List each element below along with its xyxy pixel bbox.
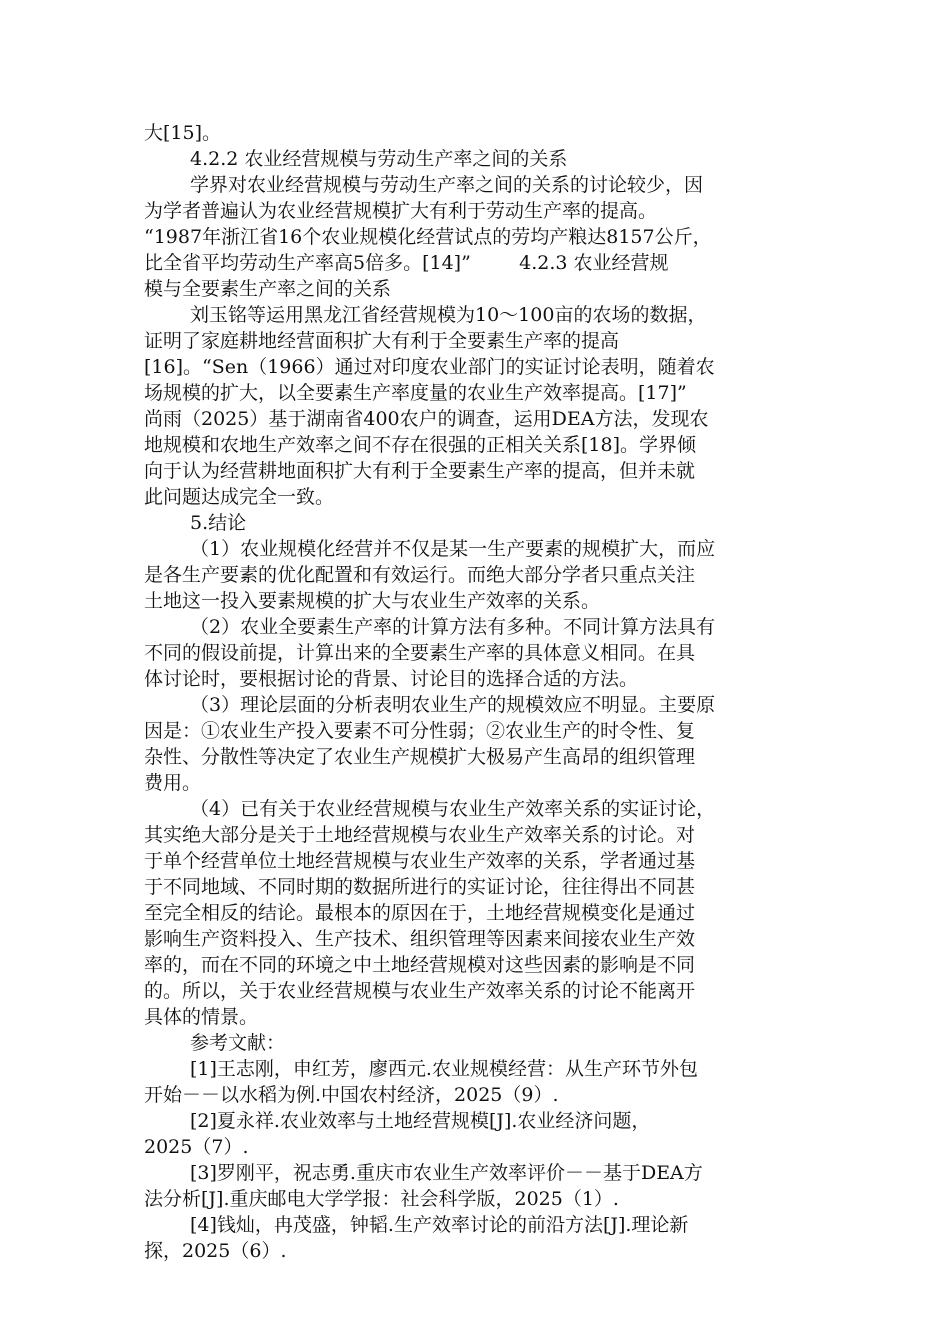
text-line: 比全省平均劳动生产率高5倍多。[14]” 4.2.3 农业经营规 bbox=[144, 252, 669, 274]
text-line: 是各生产要素的优化配置和有效运行。而绝大部分学者只重点关注 bbox=[144, 564, 696, 586]
text-line: 为学者普遍认为农业经营规模扩大有利于劳动生产率的提高。 bbox=[144, 200, 658, 222]
text-line: [2]夏永祥.农业效率与土地经营规模[J].农业经济问题， bbox=[190, 1110, 651, 1132]
text-line: 因是：①农业生产投入要素不可分性弱；②农业生产的时令性、复 bbox=[144, 720, 696, 742]
text-line: [4]钱灿，冉茂盛，钟韬.生产效率讨论的前沿方法[J].理论新 bbox=[190, 1214, 689, 1236]
text-line: （2）农业全要素生产率的计算方法有多种。不同计算方法具有 bbox=[190, 616, 716, 638]
text-line: 大[15]。 bbox=[144, 122, 222, 144]
text-line: 探，2025（6）. bbox=[144, 1240, 287, 1262]
text-line: （1）农业规模化经营并不仅是某一生产要素的规模扩大，而应 bbox=[190, 538, 716, 560]
text-line: 场规模的扩大，以全要素生产率度量的农业生产效率提高。[17]” bbox=[144, 382, 687, 404]
text-line: （3）理论层面的分析表明农业生产的规模效应不明显。主要原 bbox=[190, 694, 716, 716]
text-line: 此问题达成完全一致。 bbox=[144, 486, 335, 508]
text-line: 证明了家庭耕地经营面积扩大有利于全要素生产率的提高 bbox=[144, 330, 620, 352]
text-line: 地规模和农地生产效率之间不存在很强的正相关关系[18]。学界倾 bbox=[144, 434, 697, 456]
text-line: 于单个经营单位土地经营规模与农业生产效率的关系，学者通过基 bbox=[144, 850, 696, 872]
text-line: 至完全相反的结论。最根本的原因在于，土地经营规模变化是通过 bbox=[144, 902, 696, 924]
text-line: 4.2.2 农业经营规模与劳动生产率之间的关系 bbox=[190, 148, 568, 170]
text-line: 5.结论 bbox=[190, 512, 247, 534]
text-line: [3]罗刚平，祝志勇.重庆市农业生产效率评价－－基于DEA方 bbox=[190, 1162, 703, 1184]
text-line: [1]王志刚，申红芳，廖西元.农业规模经营：从生产环节外包 bbox=[190, 1058, 698, 1080]
text-line: 学界对农业经营规模与劳动生产率之间的关系的讨论较少，因 bbox=[190, 174, 704, 196]
text-line: 2025（7）. bbox=[144, 1136, 249, 1158]
text-line: 向于认为经营耕地面积扩大有利于全要素生产率的提高，但并未就 bbox=[144, 460, 696, 482]
text-line: 尚雨（2025）基于湖南省400农户的调查，运用DEA方法，发现农 bbox=[144, 408, 709, 430]
text-line: 参考文献： bbox=[190, 1032, 286, 1054]
text-line: 于不同地域、不同时期的数据所进行的实证讨论，往往得出不同甚 bbox=[144, 876, 696, 898]
text-line: 开始－－以水稻为例.中国农村经济，2025（9）. bbox=[144, 1084, 559, 1106]
text-line: 杂性、分散性等决定了农业生产规模扩大极易产生高昂的组织管理 bbox=[144, 746, 696, 768]
text-line: 不同的假设前提，计算出来的全要素生产率的具体意义相同。在具 bbox=[144, 642, 696, 664]
text-line: “1987年浙江省16个农业规模化经营试点的劳均产粮达8157公斤， bbox=[144, 226, 712, 248]
text-line: 土地这一投入要素规模的扩大与农业生产效率的关系。 bbox=[144, 590, 601, 612]
text-line: 率的，而在不同的环境之中土地经营规模对这些因素的影响是不同 bbox=[144, 954, 696, 976]
text-line: 的。所以，关于农业经营规模与农业生产效率关系的讨论不能离开 bbox=[144, 980, 696, 1002]
text-line: 其实绝大部分是关于土地经营规模与农业生产效率关系的讨论。对 bbox=[144, 824, 696, 846]
document-page bbox=[144, 120, 804, 1264]
text-line: 模与全要素生产率之间的关系 bbox=[144, 278, 392, 300]
text-line: （4）已有关于农业经营规模与农业生产效率关系的实证讨论， bbox=[190, 798, 716, 820]
text-line: [16]。“Sen（1966）通过对印度农业部门的实证讨论表明，随着农 bbox=[144, 356, 715, 378]
text-line: 费用。 bbox=[144, 772, 202, 794]
text-line: 体讨论时，要根据讨论的背景、讨论目的选择合适的方法。 bbox=[144, 668, 639, 690]
text-line: 具体的情景。 bbox=[144, 1006, 259, 1028]
text-line: 法分析[J].重庆邮电大学学报：社会科学版，2025（1）. bbox=[144, 1188, 619, 1210]
text-line: 刘玉铭等运用黑龙江省经营规模为10～100亩的农场的数据， bbox=[190, 304, 707, 326]
text-line: 影响生产资料投入、生产技术、组织管理等因素来间接农业生产效 bbox=[144, 928, 696, 950]
